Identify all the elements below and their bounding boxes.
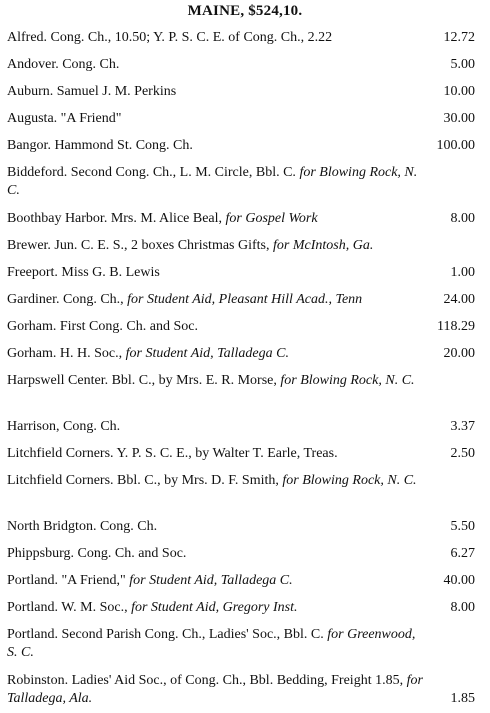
entry-amount: 1.85 — [450, 691, 475, 706]
entry-amount: 24.00 — [443, 292, 475, 307]
ledger-entry — [7, 83, 477, 101]
ledger-entry — [7, 291, 477, 309]
ledger-entry — [7, 518, 477, 536]
ledger-entry — [7, 137, 477, 155]
entry-text: Boothbay Harbor. Mrs. M. Alice Beal, — [7, 211, 226, 226]
entry-text: Gorham. First Cong. Ch. and Soc. — [7, 319, 198, 334]
entry-amount: 20.00 — [443, 346, 475, 361]
entry-amount: 40.00 — [443, 573, 475, 588]
ledger-entry — [7, 237, 477, 255]
entry-description — [7, 472, 427, 490]
entry-text: North Bridgton. Cong. Ch. — [7, 519, 158, 534]
entry-description — [7, 29, 427, 47]
entry-description — [7, 137, 427, 155]
entry-description — [7, 672, 427, 708]
entry-description — [7, 237, 477, 255]
ledger-entry — [7, 345, 477, 363]
entry-description — [7, 626, 427, 662]
entry-designation: for Student Aid, Talladega C. — [125, 346, 289, 361]
entry-designation: for Greenwood, S. C. — [7, 627, 416, 660]
entry-designation: for Blowing Rock, N. C. — [280, 373, 415, 388]
entry-description — [7, 599, 427, 617]
ledger-entry — [7, 545, 477, 563]
entry-designation: for Student Aid, Talladega C. — [129, 573, 293, 588]
entry-amount: 2.50 — [450, 446, 475, 461]
entry-description — [7, 318, 427, 336]
entry-amount: 1.00 — [450, 265, 475, 280]
section-heading: MAINE, $524,10. — [187, 3, 303, 19]
entry-designation: for Talladega, Ala. — [7, 673, 423, 706]
ledger-entry — [7, 572, 477, 590]
entry-amount: 3.37 — [450, 419, 475, 434]
entry-text: Phippsburg. Cong. Ch. and Soc. — [7, 546, 187, 561]
entry-text: Litchfield Corners. Bbl. C., by Mrs. D. F. Smith, — [7, 473, 283, 488]
entry-description — [7, 372, 427, 390]
entry-amount: 8.00 — [450, 600, 475, 615]
ledger-entry — [7, 626, 477, 662]
ledger-entry — [7, 210, 477, 228]
entry-amount: 8.00 — [450, 211, 475, 226]
entry-amount: 118.29 — [437, 319, 475, 334]
entry-amount: 5.00 — [450, 57, 475, 72]
entry-description — [7, 545, 427, 563]
entry-designation: for Gospel Work — [225, 211, 318, 226]
entry-amount: 12.72 — [443, 30, 475, 45]
ledger-entry — [7, 56, 477, 74]
entry-amount: 10.00 — [443, 84, 475, 99]
entry-description — [7, 83, 427, 101]
entry-designation: for Student Aid, Pleasant Hill Acad., Tenn — [127, 292, 363, 307]
ledger-entry — [7, 29, 477, 47]
entry-text: Gorham. H. H. Soc., — [7, 346, 126, 361]
entry-description — [7, 164, 427, 200]
entry-text: Portland. "A Friend," — [7, 573, 130, 588]
entry-description — [7, 345, 427, 363]
entry-text: Robinston. Ladies' Aid Soc., of Cong. Ch., Bbl. Bedding, Freight 1.85, — [7, 673, 407, 688]
entry-text: Litchfield Corners. Y. P. S. C. E., by Walter T. Earle, Treas. — [7, 446, 338, 461]
entry-description — [7, 445, 427, 463]
entry-amount: 5.50 — [450, 519, 475, 534]
entry-text: Biddeford. Second Cong. Ch., L. M. Circle, Bbl. C. — [7, 165, 300, 180]
entry-text: Portland. Second Parish Cong. Ch., Ladies' Soc., Bbl. C. — [7, 627, 328, 642]
ledger-entry — [7, 599, 477, 617]
entry-text: Brewer. Jun. C. E. S., 2 boxes Christmas Gifts, — [7, 238, 273, 253]
entry-designation: for Blowing Rock, N. C. — [7, 165, 418, 198]
entry-text: Augusta. "A Friend" — [7, 111, 122, 126]
ledger-entry — [7, 318, 477, 336]
ledger-entry — [7, 264, 477, 282]
entry-text: Andover. Cong. Ch. — [7, 57, 120, 72]
ledger-entry — [7, 672, 477, 708]
ledger-entry — [7, 472, 477, 490]
entry-designation: for Blowing Rock, N. C. — [282, 473, 417, 488]
entry-text: Freeport. Miss G. B. Lewis — [7, 265, 160, 280]
entry-description — [7, 518, 427, 536]
entry-amount: 6.27 — [450, 546, 475, 561]
entry-text: Harrison, Cong. Ch. — [7, 419, 121, 434]
entry-description — [7, 418, 427, 436]
entry-description — [7, 210, 427, 228]
entry-designation: for McIntosh, Ga. — [273, 238, 374, 253]
entry-description — [7, 264, 427, 282]
entry-text: Portland. W. M. Soc., — [7, 600, 132, 615]
entry-text: Harpswell Center. Bbl. C., by Mrs. E. R. Morse, — [7, 373, 281, 388]
entry-text: Auburn. Samuel J. M. Perkins — [7, 84, 177, 99]
entry-description — [7, 56, 427, 74]
ledger-entry — [7, 445, 477, 463]
entry-designation: for Student Aid, Gregory Inst. — [131, 600, 298, 615]
entry-text: Gardiner. Cong. Ch., — [7, 292, 128, 307]
entry-text: Alfred. Cong. Ch., 10.50; Y. P. S. C. E. of Cong. Ch., 2.22 — [7, 30, 333, 45]
ledger-entry — [7, 110, 477, 128]
ledger-entry — [7, 418, 477, 436]
entry-text: Bangor. Hammond St. Cong. Ch. — [7, 138, 193, 153]
entry-amount: 30.00 — [443, 111, 475, 126]
entry-description — [7, 291, 427, 309]
ledger-entry — [7, 164, 477, 200]
ledger-entry — [7, 372, 477, 390]
entry-description — [7, 572, 427, 590]
entry-amount: 100.00 — [436, 138, 475, 153]
entry-description — [7, 110, 427, 128]
